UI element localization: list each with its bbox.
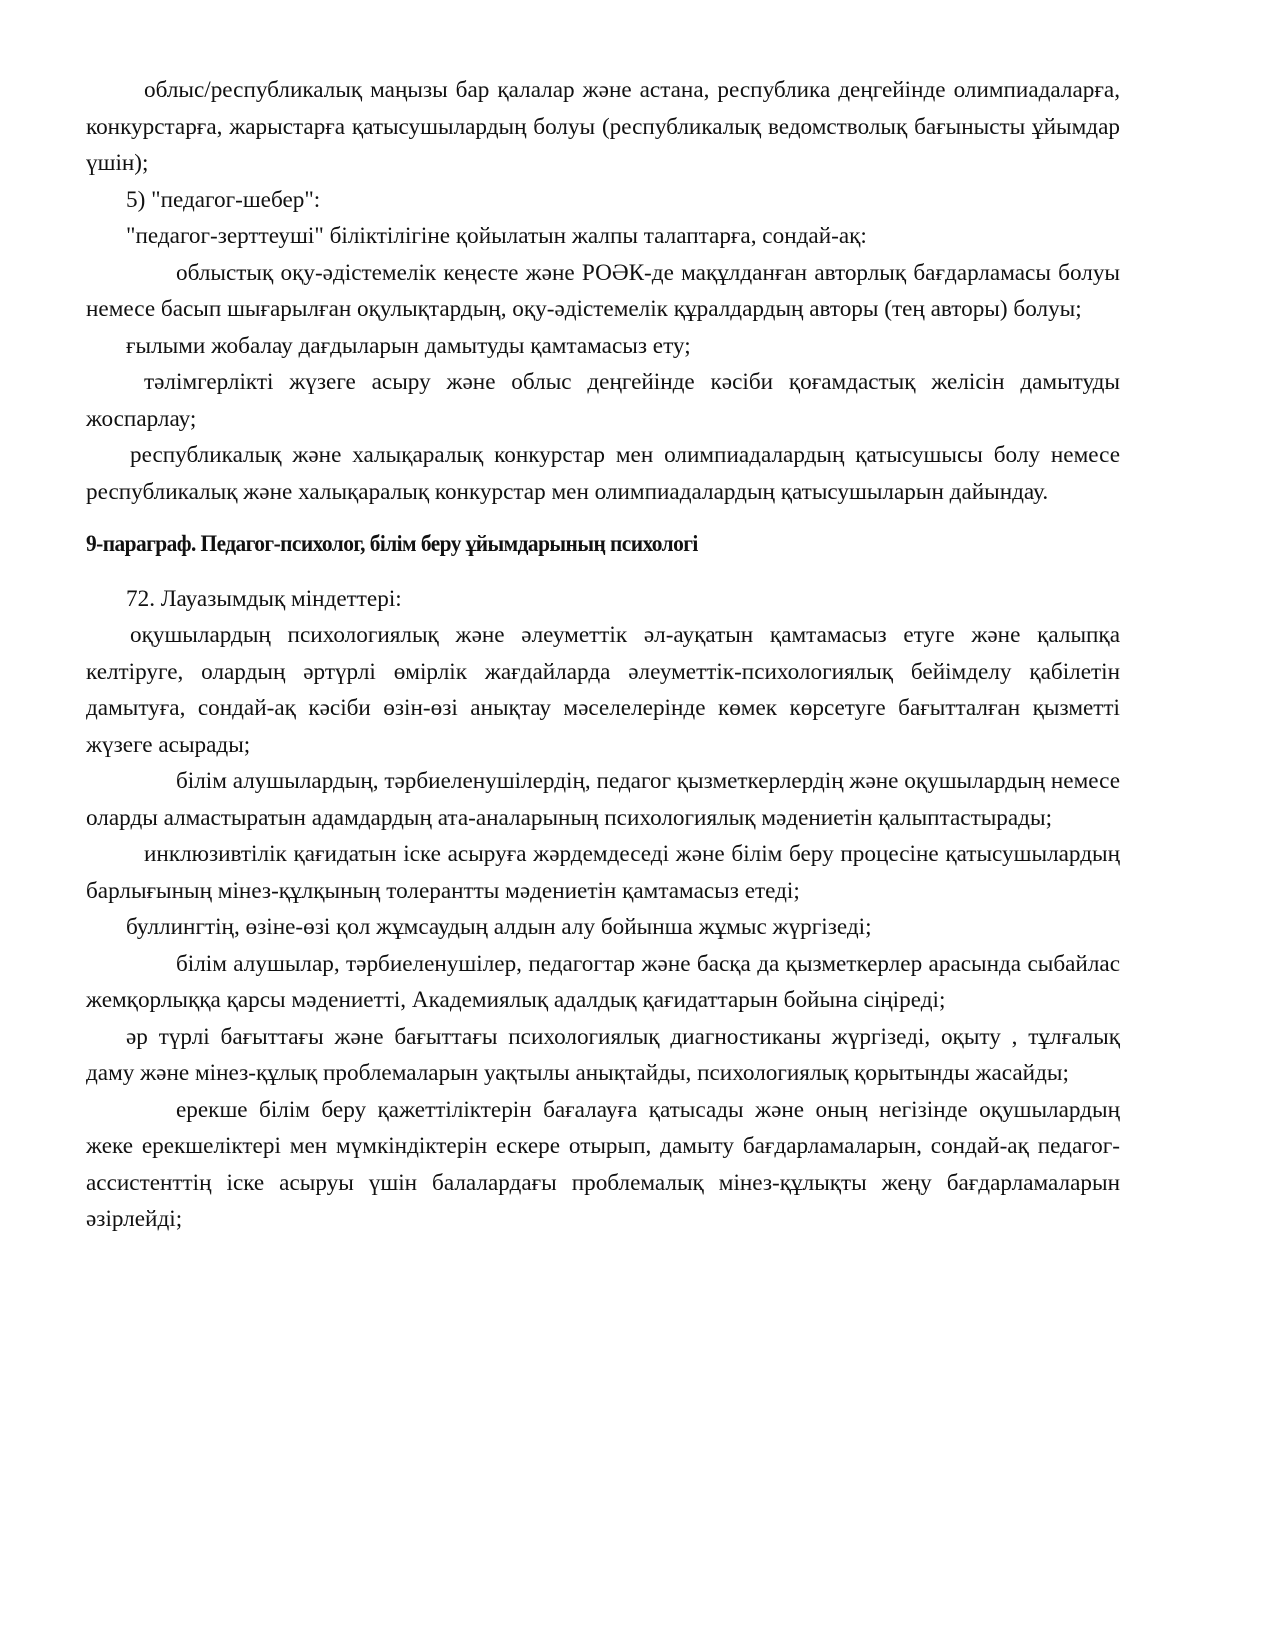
- paragraph-researcher-requirements: "педагог-зерттеуші" біліктілігіне қойылатын жалпы талаптарға, сондай-ақ:: [126, 223, 867, 249]
- paragraph-duties-title: 72. Лауазымдық міндеттері:: [126, 585, 402, 612]
- document-page: [86, 72, 1120, 1238]
- paragraph-duty-wellbeing: оқушылардың психологиялық және әлеуметтік әл-ауқатын қамтамасыз етуге және қалыпқа келтіруге, олардың әртүрлі өмірлік жағдайларда әлеуметтік-психологиялық бейімделу қабілетін дамытуға, сондай-ақ кәсіби өзін-өзі анықтау мәселелерінде көмек көрсетуге бағытталған қызметті жүзеге асырады;: [86, 622, 1120, 758]
- paragraph-duty-diagnostics: әр түрлі бағыттағы және бағыттағы психологиялық диагностиканы жүргізеді, оқыту , тұлғалық даму және мінез-құлық проблемаларын уақтылы анықтайды, психологиялық қорытынды жасайды;: [86, 1023, 1120, 1086]
- paragraph-duty-bullying: буллингтің, өзіне-өзі қол жұмсаудың алдын алу бойынша жұмыс жүргізеді;: [126, 914, 872, 940]
- paragraph-duty-anticorruption: білім алушылар, тәрбиеленушілер, педагогтар және басқа да қызметкерлер арасында сыбайлас жемқорлыққа қарсы мәдениетті, Академиялық адалдық қағидаттарын бойына сіңіреді;: [86, 950, 1120, 1013]
- paragraph-author-program: облыстық оқу-әдістемелік кеңесте және РОӘК-де мақұлданған авторлық бағдарламасы болуы немесе басып шығарылған оқулықтардың, оқу-әдістемелік құралдардың авторы (тең авторы) болуы;: [86, 259, 1120, 322]
- paragraph-regional-olympiads: облыс/республикалық маңызы бар қалалар және астана, республика деңгейінде олимпиадаларға, конкурстарға, жарыстарға қатысушылардың болуы (республикалық ведомстволық бағынысты ұйымдар үшін);: [86, 77, 1120, 176]
- paragraph-international-contests: республикалық және халықаралық конкурстар мен олимпиадалардың қатысушысы болу немесе республикалық және халықаралық конкурстар мен олимпиадалардың қатысушыларын дайындау.: [86, 442, 1120, 505]
- paragraph-duty-special-needs: ерекше білім беру қажеттіліктерін бағалауға қатысады және оның негізінде оқушылардың жеке ерекшеліктері мен мүмкіндіктерін ескере отырып, дамыту бағдарламаларын, сондай-ақ педагог-ассистенттің іске асыруы үшін балалардағы проблемалық мінез-құлықты жеңу бағдарламаларын әзірлейді;: [86, 1096, 1120, 1232]
- section-heading: 9-параграф. Педагог-психолог, білім беру ұйымдарының психологі: [86, 531, 698, 556]
- paragraph-duty-psych-culture: білім алушылардың, тәрбиеленушілердің, педагог қызметкерлердің және оқушылардың немесе оларды алмастыратын адамдардың ата-аналарының психологиялық мәдениетін қалыптастырады;: [86, 768, 1120, 831]
- paragraph-science-design: ғылыми жобалау дағдыларын дамытуды қамтамасыз ету;: [126, 332, 691, 359]
- paragraph-mentoring: тәлімгерлікті жүзеге асыру және облыс деңгейінде кәсіби қоғамдастық желісін дамытуды жоспарлау;: [86, 369, 1120, 432]
- paragraph-duty-inclusion: инклюзивтілік қағидатын іске асыруға жәрдемдеседі және білім беру процесіне қатысушылардың барлығының мінез-құлқының толерантты мәдениетін қамтамасыз етеді;: [86, 841, 1120, 904]
- paragraph-master-teacher-item: 5) "педагог-шебер":: [126, 186, 321, 213]
